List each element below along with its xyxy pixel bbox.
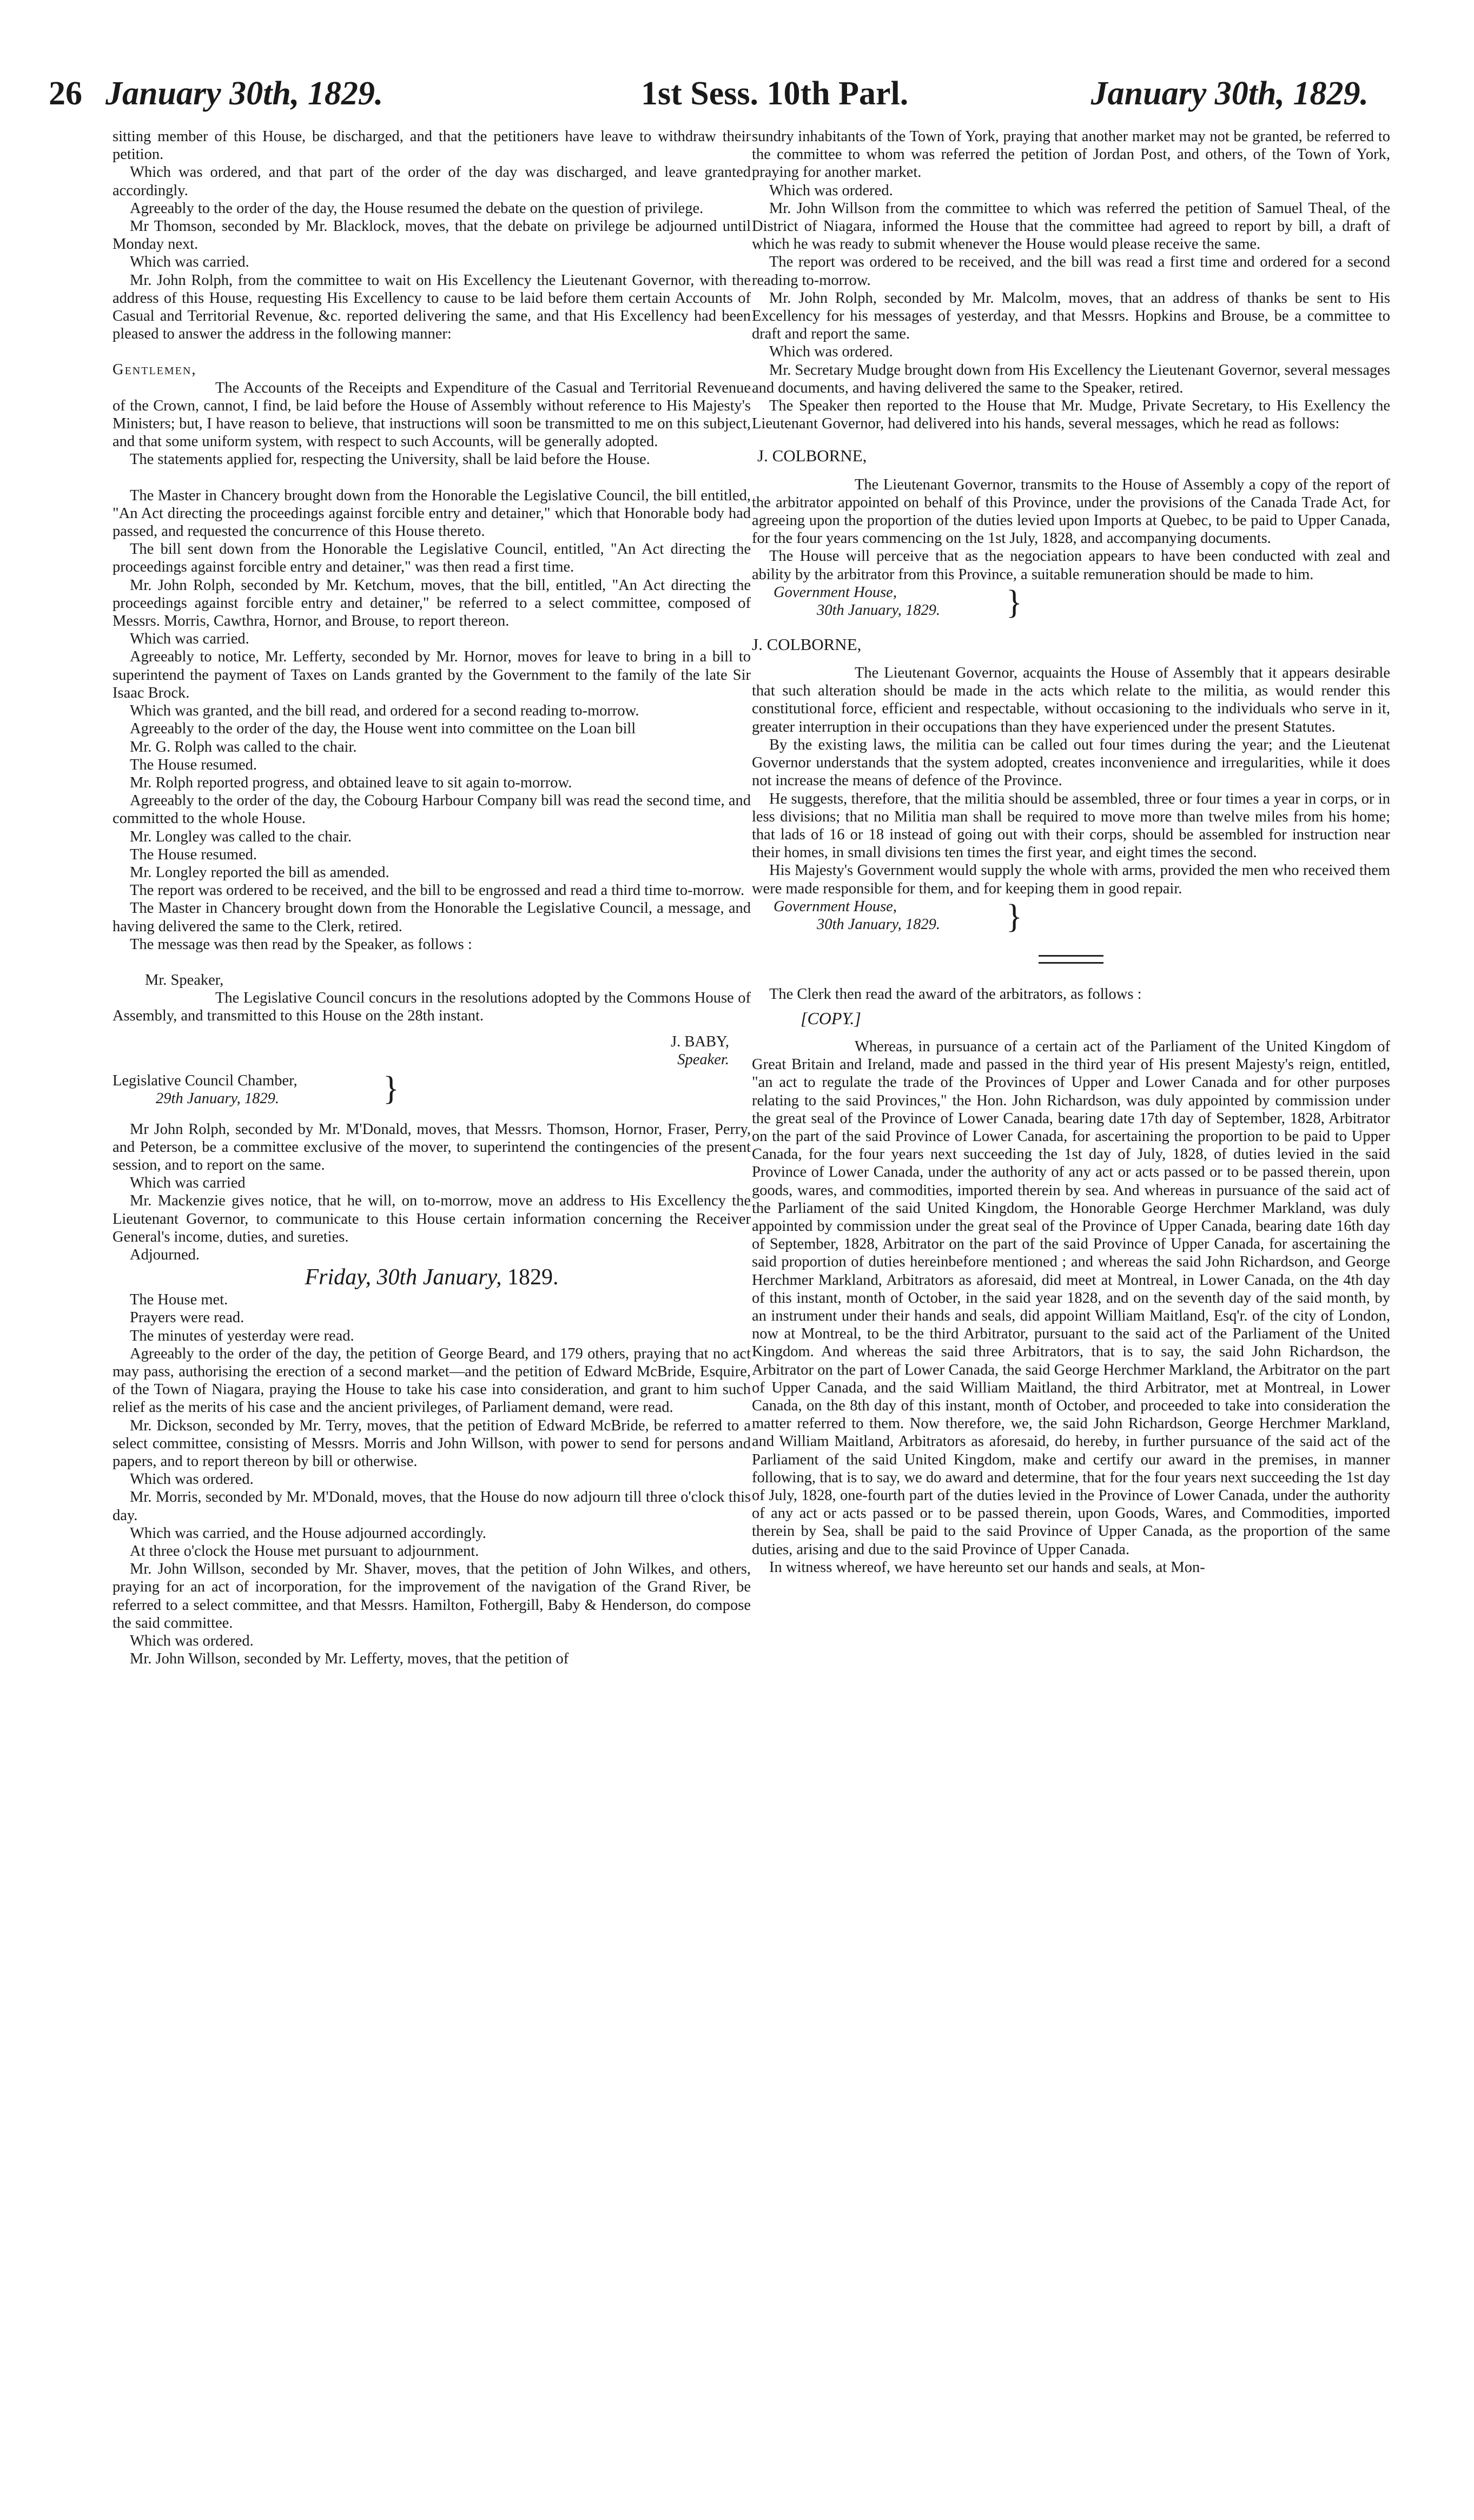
paragraph: Which was ordered. [769, 343, 893, 361]
paragraph: Which was carried, and the House adjourned accordingly. [130, 1524, 486, 1542]
brace-icon: } [383, 1070, 399, 1107]
paragraph: Mr Thomson, seconded by Mr. Blacklock, moves, that the debate on privilege be adjourned until Monday next. [113, 218, 751, 253]
government-house-date: 30th January, 1829. [817, 602, 940, 619]
speaker-salutation: Mr. Speaker, [145, 971, 224, 989]
brace-icon: } [1006, 583, 1022, 621]
page-header [49, 75, 1369, 127]
paragraph: The Master in Chancery brought down from the Honorable the Legislative Council, a message, and having delivered the same to the Clerk, retired. [113, 900, 751, 935]
paragraph: Which was ordered. [130, 1471, 254, 1488]
page-number: 26 [49, 75, 82, 112]
paragraph: The Master in Chancery brought down from the Honorable the Legislative Council, the bill entitled, "An Act directing the proceedings against forcible entry and detainer," which that Honorable body had passed, and requested the concurrence of this House thereto. [113, 487, 751, 540]
council-chamber-date: 29th January, 1829. [156, 1090, 279, 1107]
paragraph: The House resumed. [130, 756, 257, 773]
day-heading-year: 1829. [507, 1265, 559, 1290]
paragraph: Mr. Secretary Mudge brought down from His Excellency the Lieutenant Governor, several messages and documents, and having delivered the same to the Speaker, retired. [752, 361, 1391, 396]
section-divider [1039, 955, 1103, 964]
council-chamber-label: Legislative Council Chamber, [113, 1072, 298, 1089]
day-heading-date: 30th January, [376, 1265, 502, 1290]
paragraph: Mr. Mackenzie gives notice, that he will, on to-morrow, move an address to His Excellency the Lieutenant Governor, to communicate to this House certain information concerning the Receiver General's income, duties, and sureties. [113, 1192, 751, 1245]
copy-label: [COPY.] [801, 1008, 861, 1028]
colborne-signature: J. COLBORNE, [757, 446, 867, 466]
governor-message: The Lieutenant Governor, acquaints the House of Assembly that it appears desirable that such alteration should be made in the acts which relate to the militia, as would render this constitutional force, efficient and respectable, without occasioning to the individuals who serve in it, greater interruption in their occupations than they have experienced under the present Statutes. [752, 665, 1390, 735]
paragraph: The statements applied for, respecting the University, shall be laid before the House. [130, 451, 650, 468]
paragraph: Mr. G. Rolph was called to the chair. [130, 738, 357, 755]
arbitrators-award: Whereas, in pursuance of a certain act of the Parliament of the United Kingdom of Great Britain and Ireland, made and passed in the third year of His present Majesty's reign, entitled, "an act to regulate the trade of the Provinces of Upper and Lower Canada and for other purposes relating to the said Provinces," the Hon. John Richardson, was duly appointed by commission under the great seal of the Province of Lower Canada, bearing date 17th day of September, 1828, Arbitrator on the part of the said Province of Lower Canada, for ascertaining the proportion to be paid to Upper Canada, for the four years next succeeding the 1st day of July, 1828, of duties levied in the said Province of Lower Canada, under the authority of any act or acts passed or to be passed therein, upon goods, wares, and commodities, imported therein by sea. And whereas in pursuance of the said act of the Parliament of the said United Kingdom, the Honorable George Herchmer Markland, was duly appointed by commission under the great seal of the Province of Upper Canada, bearing date 16th day of September, 1828, Arbitrator on the part of the said Province of Upper Canada, for ascertaining the said proportion of duties hereinbefore mentioned ; and whereas the said John Richardson, and George Herchmer Markland, Arbitrators as aforesaid, did meet at Montreal, in Lower Canada, on the 4th day of this instant, month of October, in the said year 1828, and on the seventh day of the said month, by an instrument under their hands and seals, did appoint William Maitland, Esq'r. of the city of London, now at Montreal, to be the third Arbitrator, pursuant to the said act of the Parliament of the United Kingdom. And whereas the said three Arbitrators, that is to say, the said John Richardson, the Arbitrator on the part of Lower Canada, the said George Herchmer Markland, the Arbitrator on the part of Upper Canada, and the said William Maitland, the third Arbitrator, met at Montreal, in Lower Canada, on the 8th day of this instant, month of October, and proceeded to take into consideration the matter referred to them. Now therefore, we, the said John Richardson, George Herchmer Markland, and William Maitland, Arbitrators as aforesaid, do hereby, in further pursuance of the said act of the Parliament of the said United Kingdom, make and certify our award in the premises, in manner following, that is to say, we do award and determine, that for the four years next succeeding the 1st day of July, 1828, one-fourth part of the duties levied in the Province of Lower Canada, under the authority of any act or acts passed or to be passed therein, upon Goods, Wares, and Commodities, imported therein by Sea, shall be paid to the said Province of Upper Canada, as the proportion of the same duties, arising and due to the said Province of Upper Canada. [752, 1038, 1390, 1558]
paragraph: Which was ordered. [769, 182, 893, 199]
paragraph: The bill sent down from the Honorable the Legislative Council, entitled, "An Act directing the proceedings against forcible entry and detainer," was then read a first time. [113, 541, 751, 576]
left-column [113, 128, 751, 1668]
copy-label-block [752, 1003, 1390, 1033]
paragraph: The minutes of yesterday were read. [130, 1327, 354, 1344]
paragraph: Mr. John Willson, seconded by Mr. Shaver, moves, that the petition of John Wilkes, and others, praying for an act of incorporation, for the improvement of the navigation of the Grand River, be referred to a select committee, and that Messrs. Hamilton, Fothergill, Baby & Henderson, do compose the said committee. [113, 1561, 751, 1632]
paragraph: At three o'clock the House met pursuant to adjournment. [130, 1543, 479, 1560]
paragraph: The House met. [130, 1291, 228, 1309]
paragraph: The Clerk then read the award of the arbitrators, as follows : [769, 985, 1142, 1003]
governor-message: His Majesty's Government would supply the whole with arms, provided the men who received them were made responsible for them, and for keeping them in good repair. [752, 862, 1390, 897]
paragraph: Mr John Rolph, seconded by Mr. M'Donald, moves, that Messrs. Thomson, Hornor, Fraser, Perry, and Peterson, be a committee exclusive of the mover, to superintend the contingencies of the present session, and to report on the same. [113, 1120, 751, 1173]
paragraph: Agreeably to the order of the day, the Cobourg Harbour Company bill was read the second time, and committed to the whole House. [113, 792, 751, 827]
council-chamber-place [113, 1072, 298, 1108]
paragraph: Which was ordered. [130, 1633, 254, 1650]
header-date-right: January 30th, 1829. [1090, 75, 1369, 112]
paragraph: The report was ordered to be received, and the bill to be engrossed and read a third time to-morrow. [130, 882, 745, 899]
paragraph: Mr. Longley was called to the chair. [130, 828, 352, 845]
day-heading [113, 1264, 751, 1291]
government-house-block [752, 898, 1390, 933]
paragraph: Mr. John Willson, seconded by Mr. Lefferty, moves, that the petition of [130, 1650, 569, 1668]
paragraph: Adjourned. [130, 1246, 200, 1263]
header-date-left: January 30th, 1829. [105, 75, 384, 112]
brace-icon: } [1006, 898, 1022, 935]
paragraph: Which was carried. [130, 631, 249, 648]
paragraph: sitting member of this House, be discharged, and that the petitioners have leave to withdraw their petition. [113, 128, 751, 163]
council-message: The Legislative Council concurs in the resolutions adopted by the Commons House of Assembly, and transmitted to this House on the 28th instant. [113, 990, 751, 1025]
paragraph: The report was ordered to be received, and the bill was read a first time and ordered for a second reading to-morrow. [752, 254, 1390, 289]
paragraph: Prayers were read. [130, 1309, 244, 1327]
paragraph: Mr. John Rolph, seconded by Mr. Ketchum, moves, that the bill, entitled, "An Act directing the proceedings against forcible entry and detainer," be referred to a select committee, composed of Messrs. Morris, Cawthra, Hornor, and Brouse, to report thereon. [113, 576, 751, 630]
paragraph: In witness whereof, we have hereunto set our hands and seals, at Mon- [769, 1559, 1205, 1576]
paragraph: Agreeably to the order of the day, the House resumed the debate on the question of privilege. [130, 200, 704, 217]
paragraph: Mr. John Rolph, seconded by Mr. Malcolm, moves, that an address of thanks be sent to His Excellency for his messages of yesterday, and that Messrs. Hopkins and Brouse, be a committee to draft and report the same. [752, 289, 1390, 343]
day-heading-weekday: Friday, [305, 1265, 371, 1290]
government-house-label: Government House, [774, 898, 897, 915]
paragraph: Which was carried. [130, 254, 249, 271]
government-house-block [752, 583, 1390, 619]
paragraph: Mr. John Willson from the committee to which was referred the petition of Samuel Theal, of the District of Niagara, informed the House that the committee had agreed to report by bill, a draft of which he was ready to submit whenever the House would please receive the same. [752, 200, 1390, 253]
paragraph: Agreeably to the order of the day, the petition of George Beard, and 179 others, praying that no act may pass, authorising the erection of a second market—and the petition of Edward McBride, Esquire, of the Town of Niagara, praying the House to take his case into consideration, and grant to him such relief as the merits of his case and the ancient privileges, of Parliament demand, were read. [113, 1345, 751, 1416]
header-session: 1st Sess. 10th Parl. [641, 75, 909, 112]
paragraph: The Speaker then reported to the House that Mr. Mudge, Private Secretary, to His Exellency the Lieutenant Governor, had delivered into his hands, several messages, which he read as follows: [752, 397, 1390, 433]
paragraph: The message was then read by the Speaker, as follows : [130, 936, 472, 953]
government-house-date: 30th January, 1829. [817, 916, 940, 933]
governor-message: By the existing laws, the militia can be called out four times during the year; and the Lieutenat Governor understands that the system adopted, creates inconvenience and irregularities, while it does not increase the means of defence of the Province. [752, 736, 1390, 790]
council-chamber-block [113, 1072, 751, 1110]
signatory-title: Speaker. [677, 1051, 729, 1068]
signatory-name: J. BABY, [671, 1033, 729, 1050]
paragraph: Mr. Dickson, seconded by Mr. Terry, moves, that the petition of Edward McBride, be referred to a select committee, consisting of Messrs. Morris and John Willson, with power to send for persons and papers, and to report thereon by bill or otherwise. [113, 1417, 751, 1470]
salutation: Gentlemen, [113, 361, 197, 379]
paragraph: The House resumed. [130, 846, 257, 863]
governor-reply: The Accounts of the Receipts and Expenditure of the Casual and Territorial Revenue of the Crown, cannot, I find, be laid before the House of Assembly without reference to His Majesty's Ministers; but, I have reason to believe, that instructions will soon be transmitted to me on this subject, and that some uniform system, with respect to such Accounts, will be generally adopted. [113, 379, 751, 450]
paragraph: Agreeably to notice, Mr. Lefferty, seconded by Mr. Hornor, moves for leave to bring in a bill to superintend the payment of Taxes on Lands granted by the Government to the family of the late Sir Isaac Brock. [113, 648, 751, 701]
paragraph: Agreeably to the order of the day, the House went into committee on the Loan bill [130, 720, 636, 738]
paragraph: Which was granted, and the bill read, and ordered for a second reading to-morrow. [130, 702, 639, 720]
government-house-label: Government House, [774, 583, 897, 601]
baby-signature-block [671, 1033, 729, 1069]
governor-message: The House will perceive that as the negociation appears to have been conducted with zeal and ability by the arbitrator from this Province, a suitable remuneration should be made to him. [752, 548, 1390, 583]
governor-message: The Lieutenant Governor, transmits to the House of Assembly a copy of the report of the arbitrator appointed on behalf of this Province, under the provisions of the Canada Trade Act, for agreeing upon the proportion of the duties levied upon Imports at Quebec, to be paid to Upper Canada, for the four years commencing on the 1st July, 1828, and accompanying documents. [752, 476, 1390, 547]
baby-signature [113, 1033, 751, 1072]
paragraph: Which was carried [130, 1175, 246, 1192]
paragraph: Which was ordered, and that part of the order of the day was discharged, and leave granted accordingly. [113, 164, 751, 199]
governor-message: He suggests, therefore, that the militia should be assembled, three or four times a year in corps, or in less divisions; that no Militia man shall be required to move more than twelve miles from his home; that lads of 16 or 18 instead of going out with their corps, should be assembled for instruction near their homes, in small divisions ten times the first year, and eight times the second. [752, 790, 1390, 861]
paragraph: sundry inhabitants of the Town of York, praying that another market may not be granted, be referred to the committee to whom was referred the petition of Jordan Post, and others, of the Town of York, praying for another market. [752, 128, 1390, 181]
paragraph: Mr. Rolph reported progress, and obtained leave to sit again to-morrow. [130, 774, 572, 791]
right-column [752, 128, 1390, 1576]
paragraph: Mr. Longley reported the bill as amended. [130, 864, 389, 881]
paragraph: Mr. John Rolph, from the committee to wait on His Excellency the Lieutenant Governor, with the address of this House, requesting His Excellency to cause to be laid before them certain Accounts of Casual and Territorial Revenue, &c. reported delivering the same, and that His Excellency had been pleased to answer the address in the following manner: [113, 271, 751, 343]
paragraph: Mr. Morris, seconded by Mr. M'Donald, moves, that the House do now adjourn till three o'clock this day. [113, 1489, 751, 1524]
colborne-signature: J. COLBORNE, [752, 634, 862, 654]
